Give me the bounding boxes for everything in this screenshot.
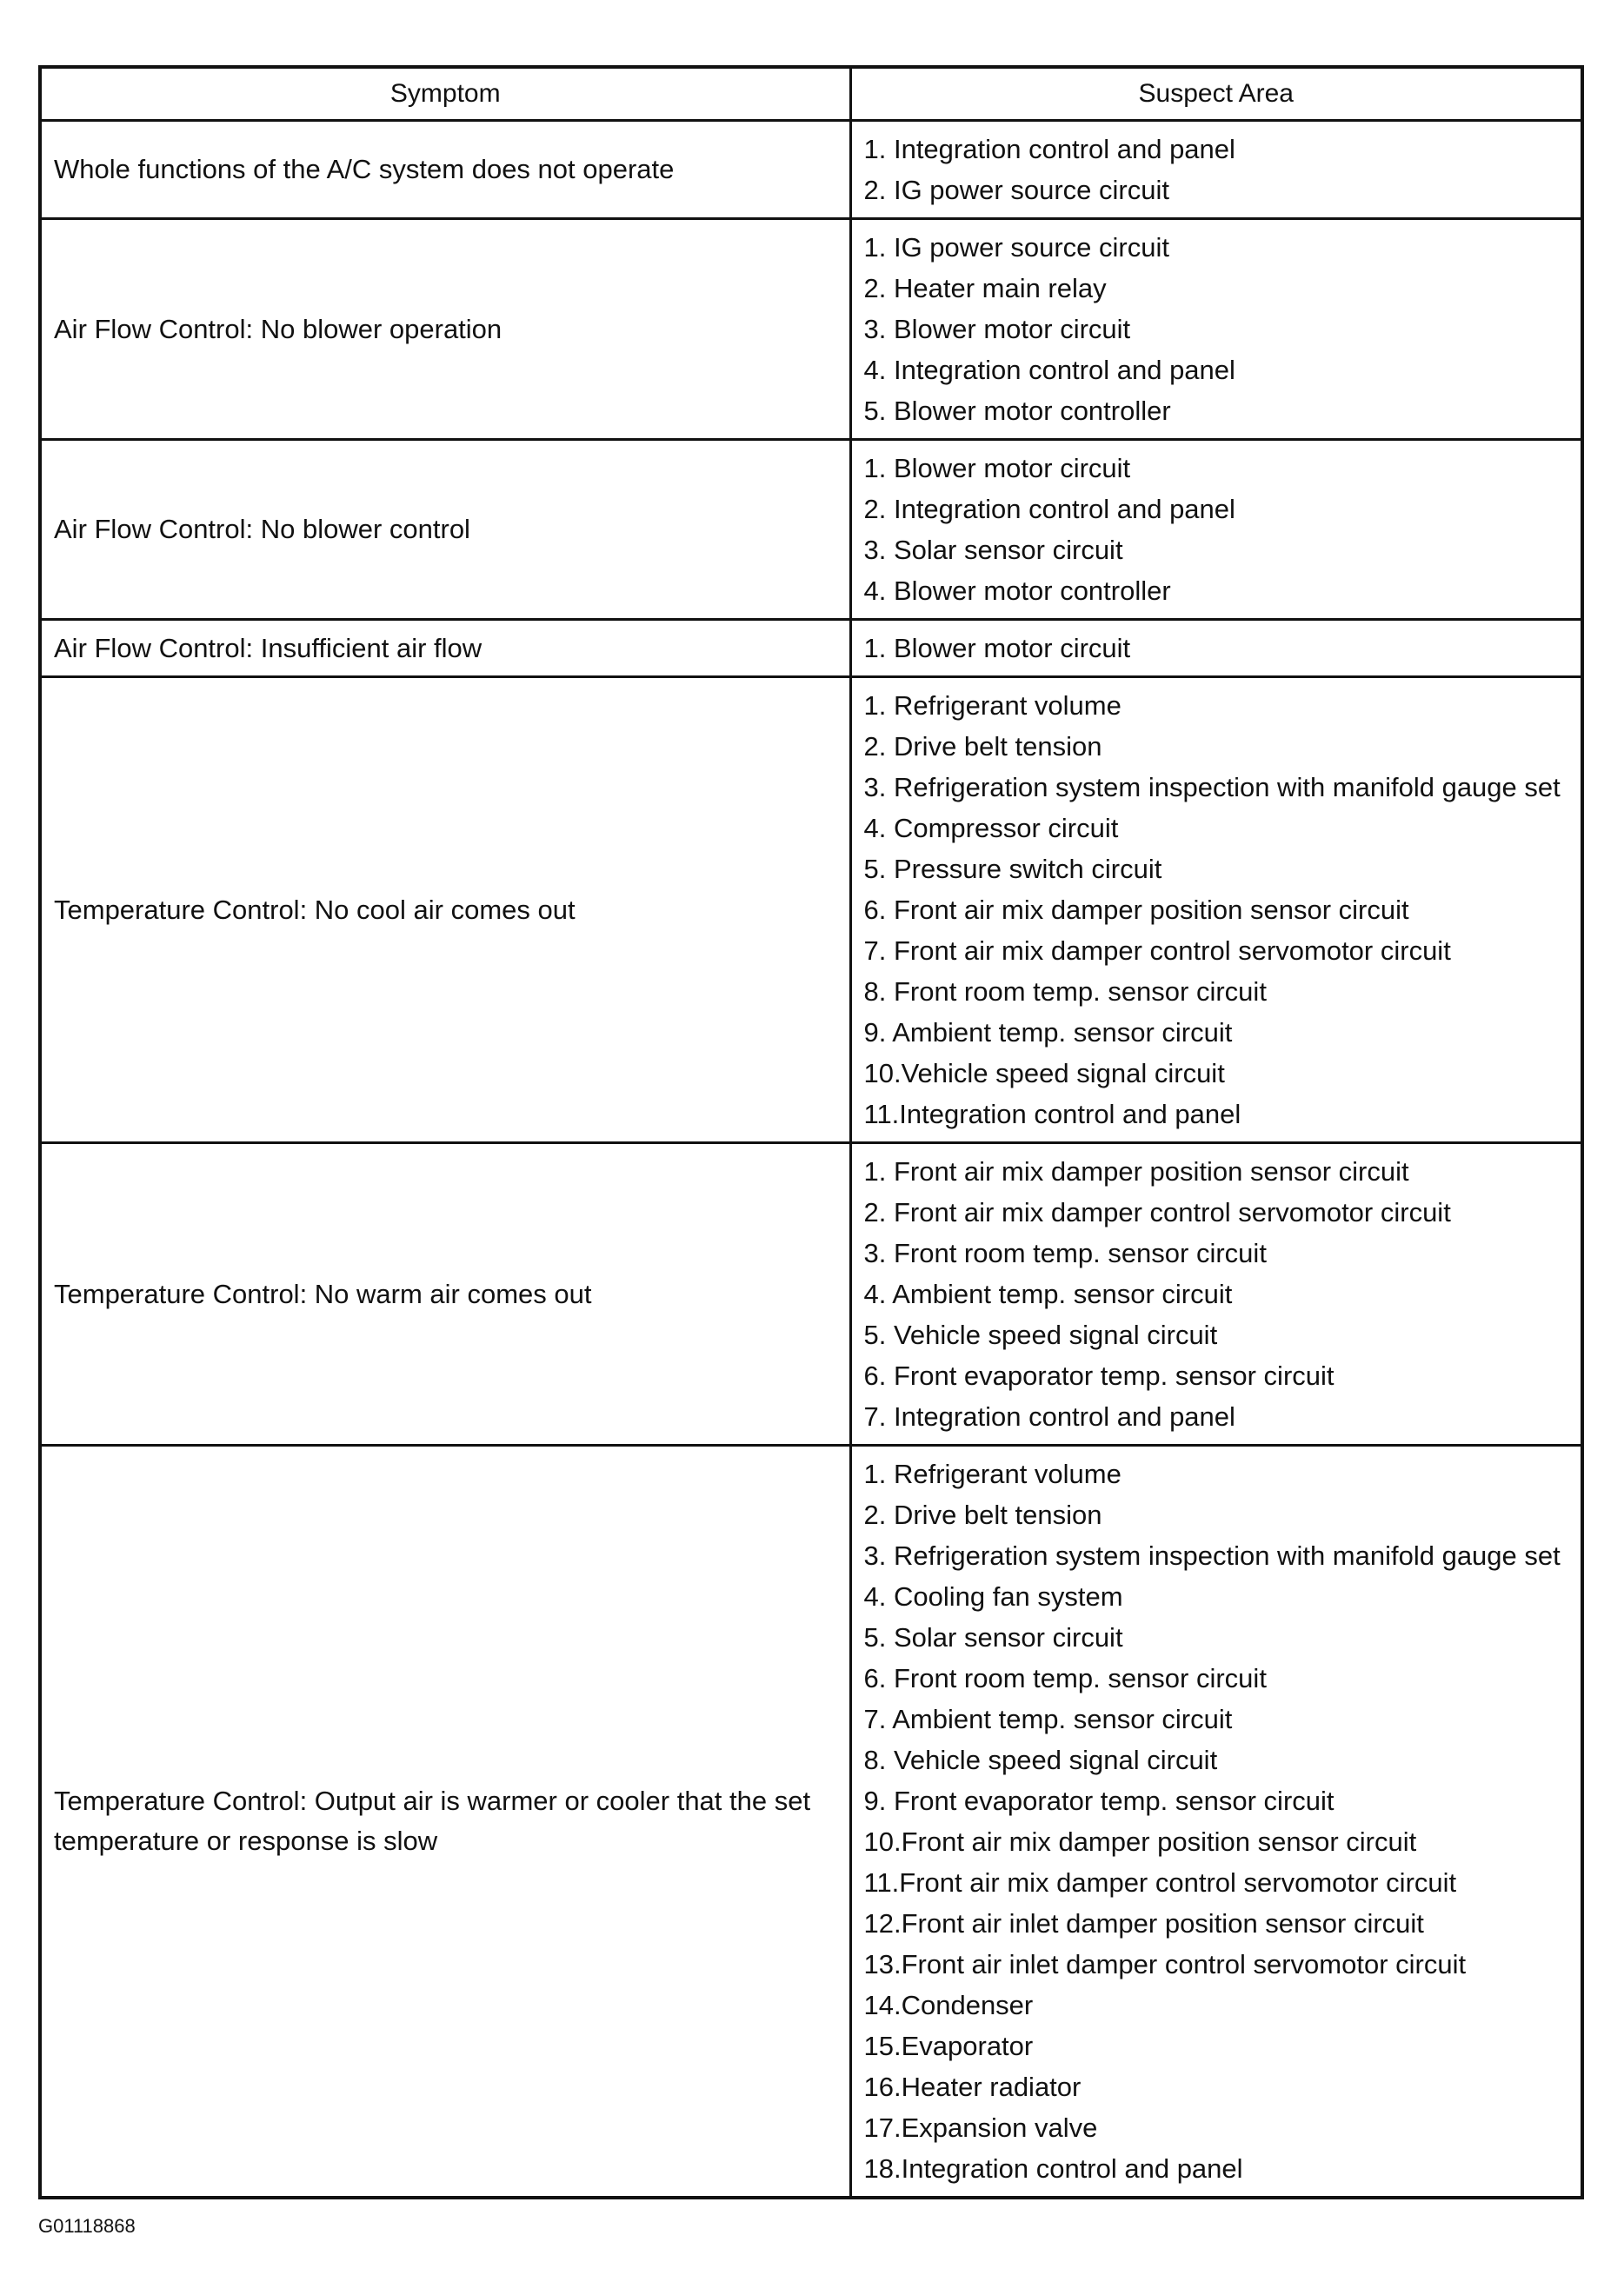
list-item: 7. Front air mix damper control servomotor circuit (863, 935, 1451, 966)
list-item: 12.Front air inlet damper position sensor circuit (863, 1908, 1424, 1939)
list-item: 4. Blower motor controller (863, 575, 1171, 606)
list-item: 7. Integration control and panel (863, 1401, 1235, 1432)
list-item: 1. Front air mix damper position sensor circuit (863, 1156, 1409, 1187)
suspect-area-list (864, 129, 1581, 210)
list-item: 2. Drive belt tension (863, 731, 1102, 762)
list-item: 11.Integration control and panel (863, 1099, 1241, 1129)
symptom-text: Air Flow Control: No blower control (54, 514, 470, 544)
list-item: 1. Integration control and panel (863, 134, 1235, 164)
list-item: 15.Evaporator (863, 2031, 1034, 2061)
list-item: 2. Drive belt tension (863, 1500, 1102, 1530)
suspect-area-list (864, 628, 1581, 669)
list-item: 10.Vehicle speed signal circuit (863, 1058, 1225, 1088)
symptom-text: Temperature Control: No cool air comes out (54, 894, 576, 925)
symptom-cell (40, 1143, 850, 1446)
suspect-area-cell (850, 219, 1582, 440)
list-item: 2. IG power source circuit (863, 175, 1169, 205)
suspect-area-cell (850, 440, 1582, 620)
table-row (40, 677, 1582, 1143)
list-item: 5. Vehicle speed signal circuit (863, 1320, 1218, 1350)
suspect-area-list (864, 448, 1581, 611)
list-item: 4. Compressor circuit (863, 813, 1119, 843)
suspect-area-cell (850, 1446, 1582, 2199)
symptom-cell (40, 121, 850, 219)
list-item: 9. Front evaporator temp. sensor circuit (863, 1786, 1334, 1816)
symptom-text: temperature or response is slow (54, 1826, 438, 1856)
list-item: 8. Front room temp. sensor circuit (863, 976, 1267, 1007)
list-item: 17.Expansion valve (863, 2112, 1098, 2143)
list-item: 14.Condenser (863, 1990, 1034, 2020)
list-item: 16.Heater radiator (863, 2072, 1082, 2102)
header-symptom: Symptom (40, 67, 850, 121)
suspect-area-list (864, 1151, 1581, 1437)
header-row (40, 67, 1582, 121)
list-item: 3. Refrigeration system inspection with manifold gauge set (863, 772, 1561, 802)
symptom-table (38, 65, 1584, 2199)
list-item: 13.Front air inlet damper control servomotor circuit (863, 1949, 1467, 1979)
list-item: 1. Refrigerant volume (863, 690, 1121, 721)
table-row (40, 440, 1582, 620)
list-item: 4. Integration control and panel (863, 355, 1235, 385)
list-item: 5. Pressure switch circuit (863, 854, 1162, 884)
list-item: 1. Blower motor circuit (863, 453, 1131, 483)
table-row (40, 620, 1582, 677)
list-item: 4. Ambient temp. sensor circuit (863, 1279, 1233, 1309)
symptom-cell (40, 219, 850, 440)
figure-reference-code: G01118868 (38, 2215, 136, 2237)
list-item: 3. Solar sensor circuit (863, 535, 1123, 565)
suspect-area-cell (850, 121, 1582, 219)
list-item: 1. Blower motor circuit (863, 633, 1131, 663)
list-item: 3. Front room temp. sensor circuit (863, 1238, 1267, 1268)
list-item: 10.Front air mix damper position sensor circuit (863, 1826, 1417, 1857)
symptom-cell (40, 677, 850, 1143)
list-item: 4. Cooling fan system (863, 1581, 1123, 1612)
list-item: 6. Front air mix damper position sensor circuit (863, 895, 1409, 925)
troubleshooting-table-container (38, 65, 1581, 2199)
list-item: 11.Front air mix damper control servomotor circuit (863, 1867, 1457, 1898)
symptom-text: Temperature Control: No warm air comes out (54, 1278, 592, 1309)
symptom-text: Air Flow Control: No blower operation (54, 313, 503, 344)
list-item: 3. Blower motor circuit (863, 314, 1131, 344)
symptom-text: Temperature Control: Output air is warmer or cooler that the set (54, 1786, 811, 1816)
list-item: 1. IG power source circuit (863, 232, 1169, 263)
list-item: 5. Solar sensor circuit (863, 1622, 1123, 1653)
list-item: 9. Ambient temp. sensor circuit (863, 1017, 1233, 1048)
symptom-cell (40, 1446, 850, 2199)
symptom-text: Air Flow Control: Insufficient air flow (54, 632, 483, 663)
list-item: 8. Vehicle speed signal circuit (863, 1745, 1218, 1775)
suspect-area-list (864, 227, 1581, 431)
list-item: 2. Heater main relay (863, 273, 1107, 303)
table-body (40, 121, 1582, 2199)
list-item: 1. Refrigerant volume (863, 1459, 1121, 1489)
suspect-area-cell (850, 620, 1582, 677)
header-suspect-area: Suspect Area (850, 67, 1582, 121)
suspect-area-list (864, 1454, 1581, 2189)
list-item: 2. Integration control and panel (863, 494, 1235, 524)
table-row (40, 1143, 1582, 1446)
list-item: 18.Integration control and panel (863, 2153, 1243, 2184)
suspect-area-cell (850, 677, 1582, 1143)
suspect-area-list (864, 685, 1581, 1134)
list-item: 2. Front air mix damper control servomotor circuit (863, 1197, 1451, 1227)
table-row (40, 1446, 1582, 2199)
list-item: 6. Front evaporator temp. sensor circuit (863, 1361, 1334, 1391)
list-item: 7. Ambient temp. sensor circuit (863, 1704, 1233, 1734)
list-item: 5. Blower motor controller (863, 396, 1171, 426)
list-item: 6. Front room temp. sensor circuit (863, 1663, 1267, 1693)
table-row (40, 121, 1582, 219)
table-row (40, 219, 1582, 440)
symptom-cell (40, 620, 850, 677)
symptom-cell (40, 440, 850, 620)
list-item: 3. Refrigeration system inspection with manifold gauge set (863, 1540, 1561, 1571)
symptom-text: Whole functions of the A/C system does not operate (54, 154, 675, 184)
suspect-area-cell (850, 1143, 1582, 1446)
